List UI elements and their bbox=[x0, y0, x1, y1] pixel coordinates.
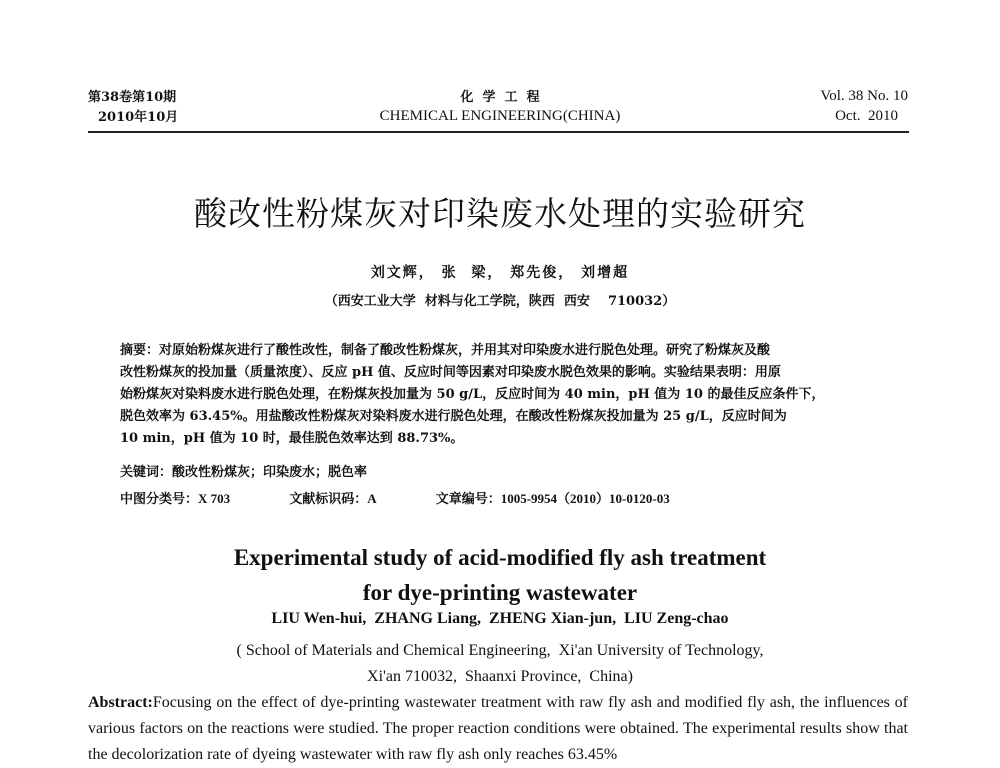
title-cn: 酸改性粉煤灰对印染废水处理的实验研究 bbox=[194, 194, 806, 233]
journal-name-en: CHEMICAL ENGINEERING(CHINA) bbox=[379, 108, 621, 124]
title-en bbox=[0, 540, 1000, 610]
date-en: Oct. 2010 bbox=[835, 108, 898, 124]
date-cn: 2010年10月 bbox=[98, 110, 179, 125]
volume-en: Vol. 38 No. 10 bbox=[820, 88, 908, 104]
abstract-en-text: Focusing on the effect of dye-printing wastewater treatment with raw fly ash and modified fly ash, the influences of various factors on the reactions were studied. The proper reaction conditions were obtained. The experimental results show that the decolorization rate of dyeing wastewater with raw fly ash only reaches 63.45% bbox=[88, 694, 908, 763]
keywords-cn-label: 关键词： bbox=[120, 465, 173, 480]
article-number-value: 1005-9954（2010）10-0120-03 bbox=[500, 491, 670, 506]
title-en-line-2: for dye-printing wastewater bbox=[362, 580, 638, 605]
classification-line bbox=[120, 488, 885, 511]
abstract-cn-line-5: 10 min，pH 值为 10 时，最佳脱色效率达到 88.73%。 bbox=[120, 431, 464, 446]
volume-cn: 第38卷第10期 bbox=[88, 90, 177, 105]
title-en-line-1: Experimental study of acid-modified fly ash treatment bbox=[233, 545, 767, 570]
clc-label: 中图分类号： bbox=[120, 492, 199, 507]
affiliation-en-line-1: ( School of Materials and Chemical Engineering, Xi'an University of Technology, bbox=[236, 642, 764, 659]
article-number-label: 文章编号： bbox=[435, 492, 501, 507]
authors-en: LIU Wen-hui, ZHANG Liang, ZHENG Xian-jun, LIU Zeng-chao bbox=[271, 610, 729, 627]
keywords-cn-text: 酸改性粉煤灰；印染废水；脱色率 bbox=[172, 465, 368, 480]
authors-cn: 刘文辉， 张 梁， 郑先俊， 刘增超 bbox=[370, 265, 630, 281]
abstract-cn-line-3: 始粉煤灰对染料废水进行脱色处理，在粉煤灰投加量为 50 g/L，反应时间为 40 min，pH 值为 10 的最佳反应条件下， bbox=[120, 387, 825, 402]
doc-code-label: 文献标识码： bbox=[289, 492, 368, 507]
abstract-en bbox=[88, 690, 908, 768]
doc-code-value: A bbox=[367, 491, 377, 506]
abstract-cn-line-4: 脱色效率为 63.45%。用盐酸改性粉煤灰对染料废水进行脱色处理，在酸改性粉煤灰投加量为 25 g/L，反应时间为 bbox=[120, 409, 787, 424]
affiliation-cn: （西安工业大学 材料与化工学院，陕西 西安 710032） bbox=[324, 294, 676, 309]
affiliation-en-line-2: Xi'an 710032, Shaanxi Province, China) bbox=[367, 668, 633, 685]
clc-value: X 703 bbox=[198, 491, 231, 506]
abstract-cn-line-2: 改性粉煤灰的投加量（质量浓度）、反应 pH 值、反应时间等因素对印染废水脱色效果的影响。实验结果表明：用原 bbox=[120, 365, 781, 380]
affiliation-en bbox=[0, 638, 1000, 690]
keywords-cn bbox=[120, 462, 885, 484]
abstract-cn bbox=[120, 340, 885, 450]
abstract-cn-line-1: 摘要：对原始粉煤灰进行了酸性改性，制备了酸改性粉煤灰，并用其对印染废水进行脱色处理。研究了粉煤灰及酸 bbox=[120, 343, 771, 358]
abstract-en-label: Abstract: bbox=[88, 694, 153, 711]
header-rule bbox=[88, 131, 909, 133]
abstract-cn-label: 摘要： bbox=[120, 343, 160, 358]
journal-name-cn: 化 学 工 程 bbox=[460, 90, 540, 105]
